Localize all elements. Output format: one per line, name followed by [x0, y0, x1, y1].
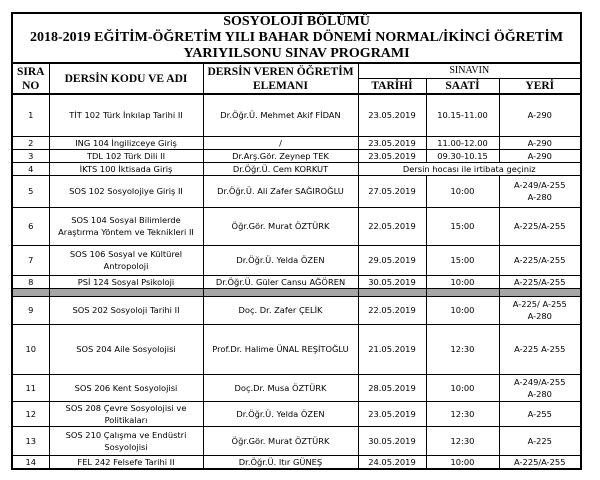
header-sira-text: SIRA [17, 65, 45, 78]
course-name: PSİ 124 Sosyal Psikoloji [49, 275, 203, 288]
separator-cell [426, 288, 499, 296]
exam-place: A-225/A-255 [499, 207, 581, 245]
exam-time: 10.15-11.00 [426, 94, 499, 136]
instructor-name: Öğr.Gör. Murat ÖZTÜRK [203, 426, 358, 455]
table-row [12, 275, 581, 288]
course-name: ING 104 İngilizceye Giriş [49, 136, 203, 149]
row-number: 3 [12, 149, 49, 162]
row-number: 2 [12, 136, 49, 149]
exam-place: A-225/A-255 [499, 245, 581, 275]
instructor-name: / [203, 136, 358, 149]
exam-place-line2: A-280 [527, 388, 552, 399]
course-name-line1: SOS 208 Çevre Sosyolojisi ve [65, 402, 187, 413]
title-term: 2018-2019 EĞİTİM-ÖĞRETİM YILI BAHAR DÖNEMİ NORMAL/İKİNCİ ÖĞRETİM [29, 30, 564, 45]
instructor-name: Doç. Dr. Zafer ÇELİK [203, 296, 358, 324]
separator-cell [358, 288, 426, 296]
exam-time: 10:00 [426, 275, 499, 288]
instructor-name: Öğr.Gör. Murat ÖZTÜRK [203, 207, 358, 245]
row-number: 14 [12, 455, 49, 469]
course-name: TDL 102 Türk Dili II [49, 149, 203, 162]
exam-schedule-table [11, 12, 582, 470]
exam-place: A-225 [499, 426, 581, 455]
course-name-line1: SOS 210 Çalışma ve Endüstri [65, 429, 187, 440]
table-row [12, 455, 581, 469]
table-row [12, 162, 581, 175]
course-name: SOS 202 Sosyoloji Tarihi II [49, 296, 203, 324]
instructor-name: Dr.Öğr.Ü. Itır GÜNEŞ [203, 455, 358, 469]
separator-cell [12, 288, 49, 296]
exam-date: 30.05.2019 [358, 275, 426, 288]
header-no-text: NO [22, 79, 40, 92]
row-number: 12 [12, 401, 49, 426]
row-number: 5 [12, 175, 49, 207]
instructor-name: Dr.Öğr.Ü. Güler Cansu AĞÖREN [203, 275, 358, 288]
table-row [12, 324, 581, 374]
course-name: İKTS 100 İktisada Giriş [49, 162, 203, 175]
exam-place: A-225/A-255 [499, 455, 581, 469]
exam-date: 30.05.2019 [358, 426, 426, 455]
course-name [49, 401, 203, 426]
exam-date: 28.05.2019 [358, 374, 426, 401]
exam-time: 10:00 [426, 374, 499, 401]
exam-time: 12:30 [426, 426, 499, 455]
exam-date: 23.05.2019 [358, 149, 426, 162]
exam-place-line1: A-225/ A-255 [512, 299, 567, 309]
exam-date: 23.05.2019 [358, 94, 426, 136]
exam-place: A-255 [499, 401, 581, 426]
instructor-name: Dr.Öğr.Ü. Ali Zafer SAĞIROĞLU [203, 175, 358, 207]
instructor-name: Doç.Dr. Musa ÖZTÜRK [203, 374, 358, 401]
exam-place-line2: A-280 [527, 192, 552, 202]
instructor-name: Dr.Arş.Gör. Zeynep TEK [203, 149, 358, 162]
row-number: 10 [12, 324, 49, 374]
instructor-name: Dr.Öğr.Ü. Mehmet Akif FİDAN [203, 94, 358, 136]
row-number: 4 [12, 162, 49, 175]
exam-place: A-290 [499, 149, 581, 162]
course-name-line2: Antropoloji [103, 261, 149, 271]
exam-time: 10:00 [426, 296, 499, 324]
row-number: 6 [12, 207, 49, 245]
separator-cell [499, 288, 581, 296]
separator-cell [49, 288, 203, 296]
table-row [12, 94, 581, 136]
course-name [49, 426, 203, 455]
title-department: SOSYOLOJİ BÖLÜMÜ [223, 14, 370, 29]
header-sira-no [12, 63, 49, 94]
exam-time: 15:00 [426, 245, 499, 275]
separator-cell [203, 288, 358, 296]
exam-time: 11.00-12.00 [426, 136, 499, 149]
row-number: 9 [12, 296, 49, 324]
exam-date: 24.05.2019 [358, 455, 426, 469]
exam-place-line1: A-249/A-255 [514, 376, 566, 387]
exam-place-line2: A-280 [527, 311, 552, 321]
header-date: TARİHİ [358, 79, 426, 95]
exam-note: Dersin hocası ile irtibata geçiniz [358, 162, 581, 175]
instructor-name: Dr.Öğr.Ü. Yelda ÖZEN [203, 401, 358, 426]
header-instructor [203, 63, 358, 94]
exam-date: 22.05.2019 [358, 296, 426, 324]
course-name-line2: Araştırma Yöntem ve Teknikleri II [58, 227, 194, 237]
rows-first-year [12, 94, 581, 288]
title-program: YARIYILSONU SINAV PROGRAMI [183, 46, 410, 61]
table-row [12, 149, 581, 162]
row-number: 13 [12, 426, 49, 455]
row-number: 1 [12, 94, 49, 136]
row-number: 7 [12, 245, 49, 275]
course-name-line1: SOS 106 Sosyal ve Kültürel [69, 249, 183, 259]
header-exam: SINAVIN [358, 63, 581, 79]
exam-time: 12:30 [426, 401, 499, 426]
table-row [12, 207, 581, 245]
course-name: TİT 102 Türk İnkılap Tarihi II [49, 94, 203, 136]
header-time: SAATİ [426, 79, 499, 95]
course-name [49, 245, 203, 275]
table-row [12, 175, 581, 207]
header-instructor-line1: DERSİN VEREN ÖĞRETİM [207, 65, 354, 78]
header-place: YERİ [499, 79, 581, 95]
rows-second-year [12, 296, 581, 469]
course-name: SOS 102 Sosyolojiye Giriş II [49, 175, 203, 207]
table-row [12, 401, 581, 426]
exam-time: 10:00 [426, 455, 499, 469]
exam-date: 27.05.2019 [358, 175, 426, 207]
instructor-name: Prof.Dr. Halime ÜNAL REŞİTOĞLU [203, 324, 358, 374]
exam-place [499, 175, 581, 207]
header-course: DERSİN KODU VE ADI [49, 63, 203, 94]
instructor-name: Dr.Öğr.Ü. Cem KORKUT [203, 162, 358, 175]
course-name: SOS 206 Kent Sosyolojisi [49, 374, 203, 401]
table-row [12, 245, 581, 275]
exam-place: A-290 [499, 94, 581, 136]
exam-time: 12:30 [426, 324, 499, 374]
exam-date: 21.05.2019 [358, 324, 426, 374]
table-row [12, 374, 581, 401]
exam-date: 23.05.2019 [358, 401, 426, 426]
header-instructor-line2: ELEMANI [253, 79, 308, 92]
exam-place: A-225/A-255 [499, 275, 581, 288]
exam-place [499, 374, 581, 401]
separator-row [12, 288, 581, 296]
course-name [49, 207, 203, 245]
table-row [12, 426, 581, 455]
exam-time: 10:00 [426, 175, 499, 207]
instructor-name: Dr.Öğr.Ü. Yelda ÖZEN [203, 245, 358, 275]
course-name-line2: Sosyolojisi [104, 441, 148, 452]
exam-date: 29.05.2019 [358, 245, 426, 275]
course-name: FEL 242 Felsefe Tarihi II [49, 455, 203, 469]
course-name-line2: Politikaları [104, 414, 148, 425]
course-name: SOS 204 Aile Sosyolojisi [49, 324, 203, 374]
exam-place [499, 296, 581, 324]
exam-place: A-225 A-255 [499, 324, 581, 374]
course-name-line1: SOS 104 Sosyal Bilimlerde [71, 215, 181, 225]
row-number: 8 [12, 275, 49, 288]
exam-time: 09.30-10.15 [426, 149, 499, 162]
exam-time: 15:00 [426, 207, 499, 245]
table-row [12, 136, 581, 149]
exam-place: A-290 [499, 136, 581, 149]
document-title [12, 13, 581, 63]
row-number: 11 [12, 374, 49, 401]
exam-place-line1: A-249/A-255 [514, 180, 566, 190]
table-row [12, 296, 581, 324]
exam-date: 23.05.2019 [358, 136, 426, 149]
exam-date: 22.05.2019 [358, 207, 426, 245]
